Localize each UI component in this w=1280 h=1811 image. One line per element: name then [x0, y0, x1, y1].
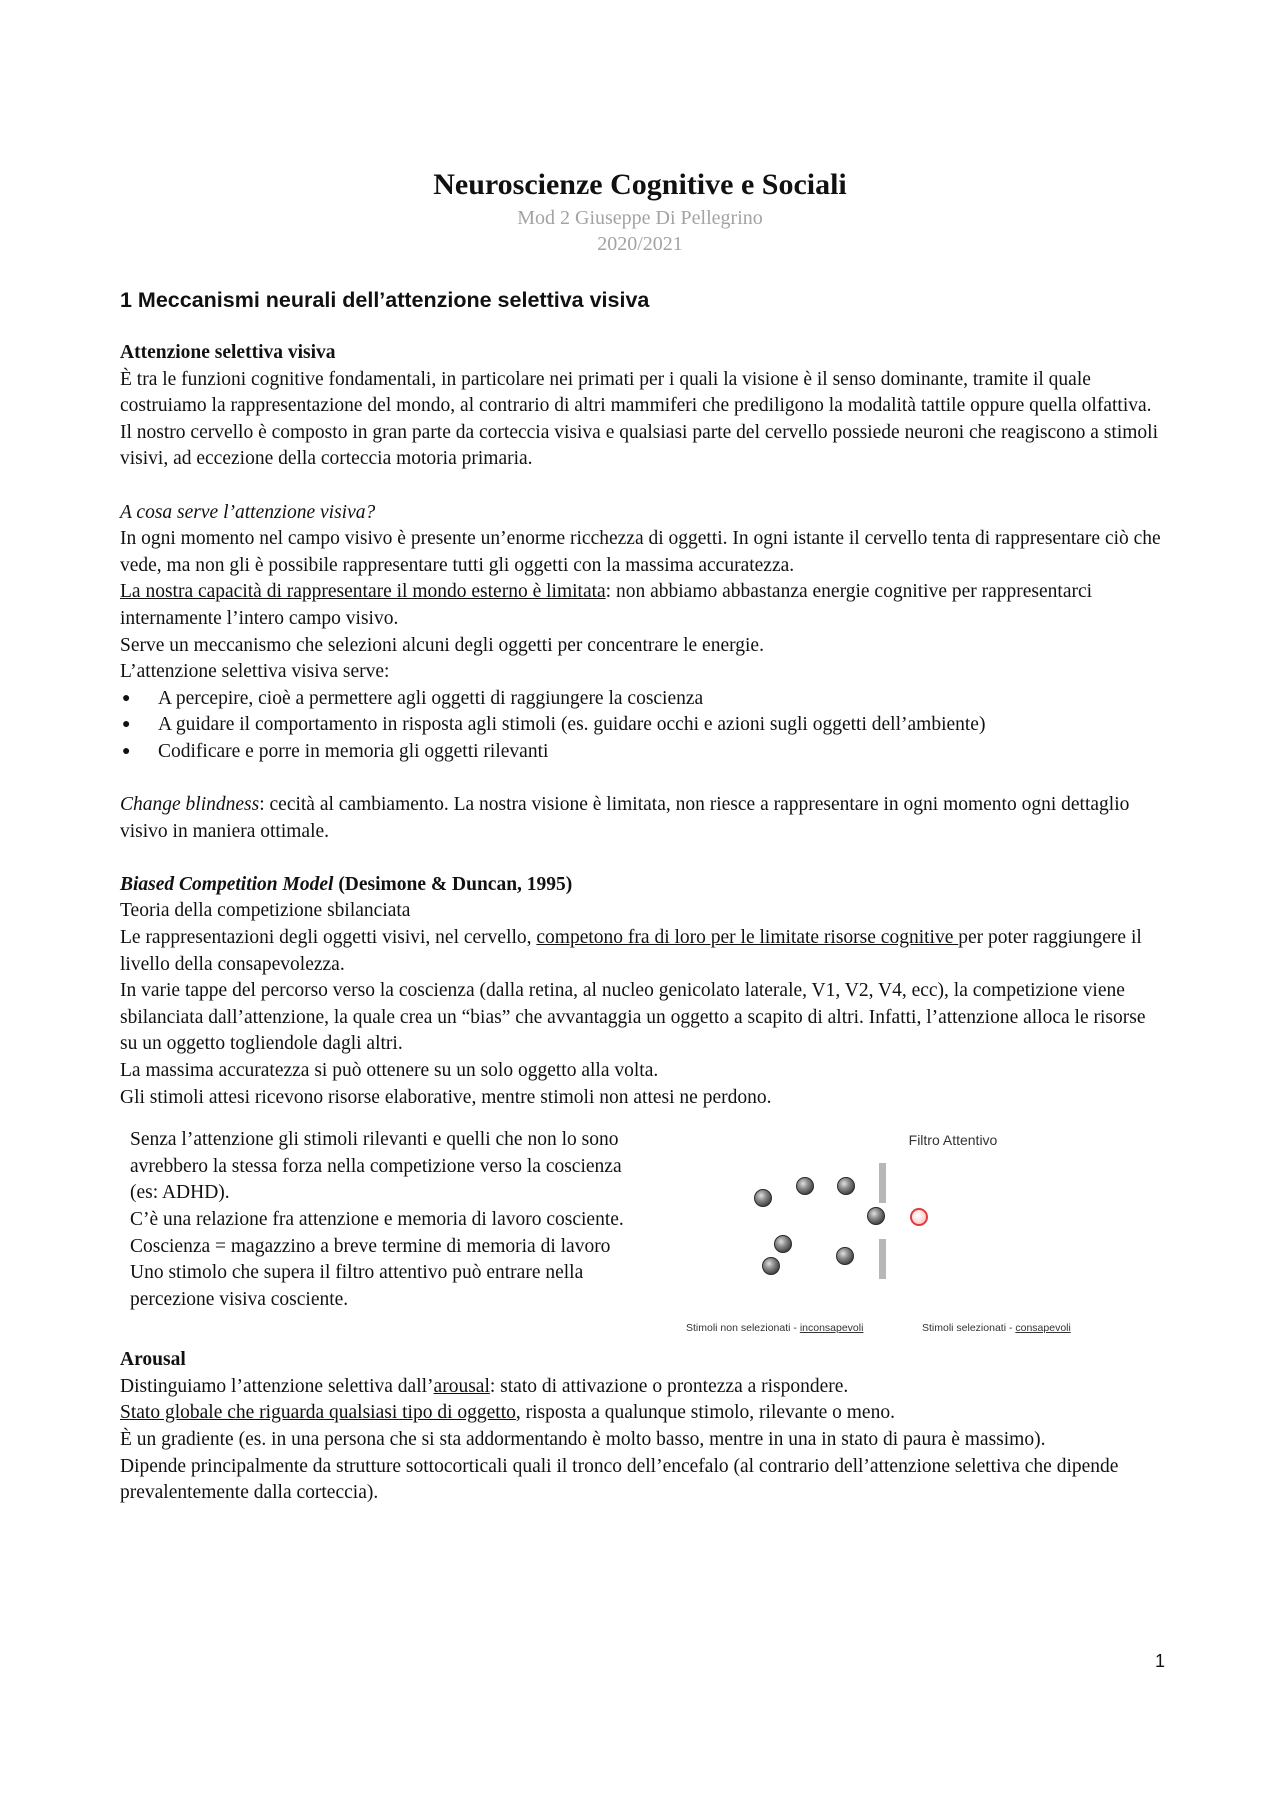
- paragraph: [120, 925, 1165, 978]
- heading-rest: (Desimone & Duncan, 1995): [333, 873, 573, 895]
- section-heading-biased: [120, 872, 1165, 899]
- list-item: [120, 712, 1165, 739]
- filter-bar-bottom: [879, 1239, 886, 1279]
- paragraph: Gli stimoli attesi ricevono risorse elaborative, mentre stimoli non attesi ne perdono.: [120, 1086, 772, 1108]
- list-item: [120, 686, 1165, 713]
- course-subtitle: Mod 2 Giuseppe Di Pellegrino: [517, 207, 763, 229]
- paragraph: [120, 1374, 1165, 1401]
- unselected-stimulus: [754, 1189, 772, 1207]
- unselected-stimulus: [774, 1235, 792, 1253]
- text-span: Le rappresentazioni degli oggetti visivi, nel cervello,: [120, 927, 537, 949]
- text-span: , risposta a qualunque stimolo, rilevante o meno.: [515, 1402, 895, 1424]
- paragraph: È tra le funzioni cognitive fondamentali, in particolare nei primati per i quali la visione è il senso dominante, tramite il quale costruiamo la rappresentazione del mondo, al contrario di altri mammiferi che prediligono la modalità tattile oppure quella olfattiva.: [120, 368, 1152, 417]
- caption-text: Stimoli non selezionati -: [686, 1322, 800, 1335]
- page-number: 1: [1154, 1651, 1165, 1671]
- underlined-text: arousal: [433, 1375, 490, 1397]
- list-item-text: A guidare il comportamento in risposta agli stimoli (es. guidare occhi e azioni sugli oggetti dell’ambiente): [158, 714, 986, 736]
- filter-bar-top: [879, 1163, 886, 1203]
- underlined-text: Stato globale che riguarda qualsiasi tipo di oggetto: [120, 1402, 516, 1424]
- paragraph: Uno stimolo che supera il filtro attentivo può entrare nella percezione visiva cosciente.: [130, 1262, 584, 1310]
- unselected-stimulus: [836, 1247, 854, 1265]
- unselected-stimulus: [796, 1177, 814, 1195]
- question-text: A cosa serve l’attenzione visiva?: [120, 501, 376, 523]
- unselected-stimulus: [837, 1177, 855, 1195]
- text-span: : stato di attivazione o prontezza a rispondere.: [489, 1375, 849, 1397]
- bullet-icon: ●: [122, 690, 131, 706]
- paragraph: C’è una relazione fra attenzione e memoria di lavoro cosciente.: [130, 1209, 624, 1230]
- paragraph-change-blindness: [120, 792, 1165, 845]
- left-column-text: [120, 1127, 650, 1313]
- document-body: [120, 340, 1165, 1507]
- paragraph: Senza l’attenzione gli stimoli rilevanti e quelli che non lo sono avrebbero la stessa forza nella competizione verso la coscienza (es: ADHD).: [130, 1129, 622, 1204]
- bullet-icon: ●: [122, 717, 131, 733]
- figure-title: Filtro Attentivo: [908, 1132, 998, 1149]
- underlined-text: La nostra capacità di rappresentare il mondo esterno è limitata: [120, 581, 606, 603]
- section-question: [120, 500, 1165, 527]
- chapter-heading: 1 Meccanismi neurali dell’attenzione selettiva visiva: [120, 288, 650, 312]
- heading-text: Attenzione selettiva visiva: [120, 342, 336, 363]
- italic-term: Change blindness: [120, 794, 260, 816]
- text-span: : non abbiamo abbastanza energie cognitive per rappresentarci internamente l’intero campo visivo.: [120, 581, 1093, 629]
- paragraph: Dipende principalmente da strutture sottocorticali quali il tronco dell’encefalo (al contrario dell’attenzione selettiva che dipende prevalentemente dalla corteccia).: [120, 1455, 1119, 1504]
- paragraph: È un gradiente (es. in una persona che si sta addormentando è molto basso, mentre in una in stato di paura è massimo).: [120, 1429, 1046, 1450]
- spacer: [120, 845, 1165, 872]
- paragraph: Il nostro cervello è composto in gran parte da corteccia visiva e qualsiasi parte del cervello possiede neuroni che reagiscono a stimoli visivi, ad eccezione della corteccia motoria primaria.: [120, 421, 1159, 470]
- text-span: Distinguiamo l’attenzione selettiva dall’: [120, 1375, 434, 1397]
- paragraph: La massima accuratezza si può ottenere su un solo oggetto alla volta.: [120, 1060, 659, 1082]
- paragraph: [120, 1400, 1165, 1427]
- caption-underlined: inconsapevoli: [799, 1322, 864, 1335]
- selected-stimulus: [910, 1208, 928, 1226]
- paragraph: L’attenzione selettiva visiva serve:: [120, 661, 390, 683]
- heading-text: Arousal: [120, 1349, 186, 1371]
- paragraph: Coscienza = magazzino a breve termine di memoria di lavoro: [130, 1235, 611, 1257]
- spacer: [120, 473, 1165, 500]
- caption-selected: [922, 1315, 1071, 1342]
- caption-unselected: [686, 1315, 863, 1342]
- two-column-block: [120, 1127, 1165, 1337]
- underlined-text: competono fra di loro per le limitate risorse cognitive: [536, 927, 959, 949]
- bullet-list: [120, 686, 1165, 766]
- heading-italic: Biased Competition Model: [120, 873, 334, 895]
- paragraph: In ogni momento nel campo visivo è presente un’enorme ricchezza di oggetti. In ogni istante il cervello tenta di rappresentare ciò che vede, ma non gli è possibile rappresentare tutti gli oggetti con la massima accuratezza.: [120, 528, 1161, 576]
- spacer: [120, 766, 1165, 793]
- academic-year: 2020/2021: [597, 233, 683, 255]
- caption-underlined: consapevoli: [1015, 1322, 1071, 1335]
- caption-text: Stimoli selezionati -: [922, 1322, 1016, 1335]
- unselected-stimulus: [762, 1257, 780, 1275]
- list-item-text: Codificare e porre in memoria gli oggetti rilevanti: [158, 740, 549, 762]
- list-item-text: A percepire, cioè a permettere agli oggetti di raggiungere la coscienza: [158, 687, 704, 709]
- paragraph: [120, 579, 1165, 632]
- section-heading-arousal: [120, 1347, 1165, 1374]
- list-item: [120, 739, 1165, 766]
- document-title: Neuroscienze Cognitive e Sociali: [433, 168, 847, 201]
- text-span: : cecità al cambiamento. La nostra visione è limitata, non riesce a rappresentare in ogni momento ogni dettaglio visivo in maniera ottimale.: [120, 794, 1130, 842]
- section-heading-attenzione: [120, 340, 1165, 367]
- attention-filter-figure: [650, 1127, 1165, 1337]
- paragraph: Serve un meccanismo che selezioni alcuni degli oggetti per concentrare le energie.: [120, 634, 764, 656]
- paragraph: In varie tappe del percorso verso la coscienza (dalla retina, al nucleo genicolato laterale, V1, V2, V4, ecc), la competizione viene sbilanciata dall’attenzione, la quale crea un “bias” che avvantaggia un oggetto a scapito di altri. Infatti, l’attenzione alloca le risorse su un oggetto togliendole dagli altri.: [120, 980, 1146, 1055]
- unselected-stimulus: [867, 1207, 885, 1225]
- paragraph: Teoria della competizione sbilanciata: [120, 900, 411, 922]
- bullet-icon: ●: [122, 743, 131, 759]
- text-span: per poter raggiungere il livello della consapevolezza.: [120, 927, 1142, 975]
